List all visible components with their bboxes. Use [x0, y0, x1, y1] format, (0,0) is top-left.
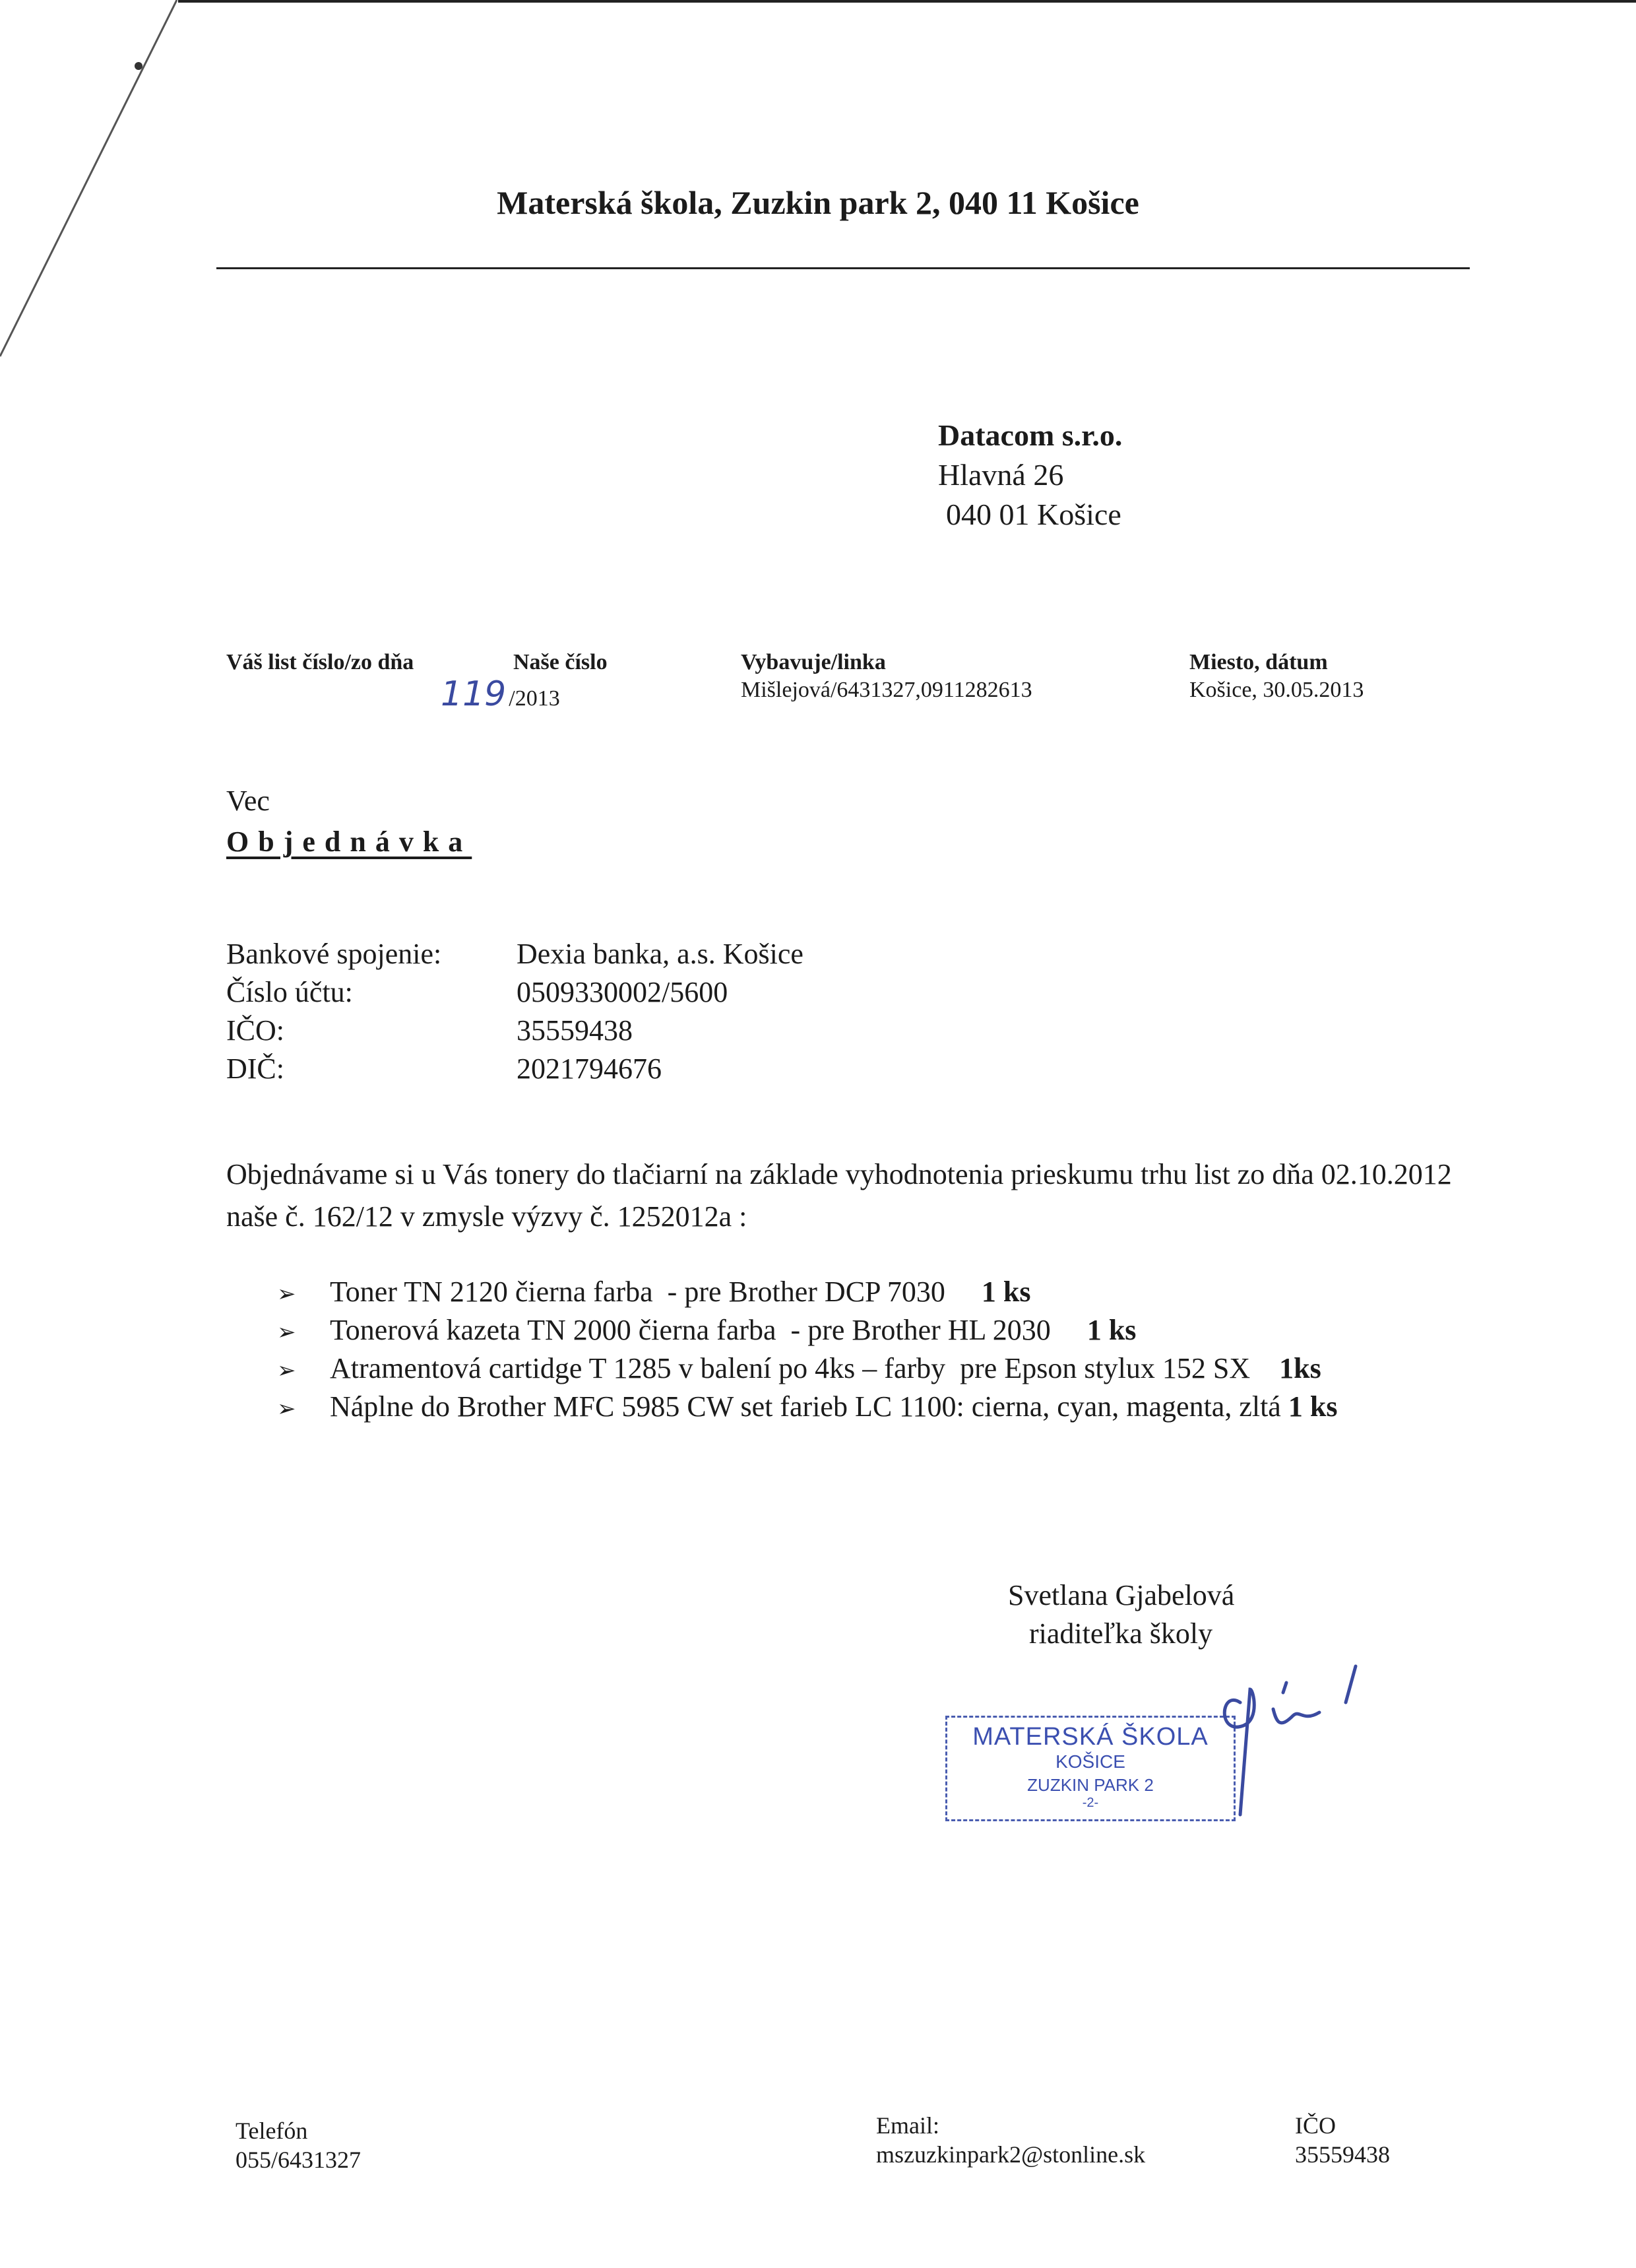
dic-label: DIČ: — [226, 1053, 284, 1085]
footer-phone-label: Telefón — [236, 2118, 308, 2144]
footer-ico-value: 35559438 — [1295, 2141, 1390, 2168]
footer-email-value: mszuzkinpark2@stonline.sk — [876, 2141, 1146, 2168]
recipient-city: 040 01 Košice — [946, 498, 1121, 531]
subject-value: Objednávka — [226, 826, 472, 858]
stamp-line3: ZUZKIN PARK 2 — [1027, 1775, 1154, 1795]
arrow-bullet-icon: ➢ — [277, 1319, 296, 1345]
item-quantity: 1 ks — [1288, 1390, 1338, 1423]
scan-top-edge — [178, 0, 1636, 3]
list-item — [277, 1351, 1321, 1385]
handled-by-label: Vybavuje/linka — [741, 650, 886, 674]
your-letter-label: Váš list číslo/zo dňa — [226, 650, 414, 674]
page-title: Materská škola, Zuzkin park 2, 040 11 Košice — [497, 184, 1139, 221]
account-number-value: 0509330002/5600 — [517, 976, 728, 1008]
list-item — [277, 1275, 1030, 1309]
item-text: Náplne do Brother MFC 5985 CW set farieb LC 1100: cierna, cyan, magenta, zltá — [330, 1390, 1288, 1423]
account-number-label: Číslo účtu: — [226, 976, 353, 1008]
item-quantity: 1 ks — [981, 1276, 1031, 1308]
subject-label: Vec — [226, 785, 270, 817]
arrow-bullet-icon: ➢ — [277, 1396, 296, 1422]
item-text: Tonerová kazeta TN 2000 čierna farba - pre Brother HL 2030 — [330, 1314, 1087, 1346]
stamp-line4: -2- — [1082, 1796, 1099, 1810]
school-stamp — [945, 1716, 1236, 1821]
bank-connection-value: Dexia banka, a.s. Košice — [517, 938, 803, 970]
arrow-bullet-icon: ➢ — [277, 1357, 296, 1384]
our-number-value — [441, 674, 560, 714]
list-item — [277, 1313, 1136, 1347]
handwritten-signature-icon — [1214, 1663, 1372, 1821]
handled-by-value: Mišlejová/6431327,0911282613 — [741, 678, 1032, 702]
list-item — [277, 1390, 1337, 1423]
dic-value: 2021794676 — [517, 1053, 662, 1085]
footer-ico-label: IČO — [1295, 2112, 1336, 2139]
arrow-bullet-icon: ➢ — [277, 1281, 296, 1307]
item-text: Atramentová cartidge T 1285 v balení po 4ks – farby pre Epson stylux 152 SX — [330, 1352, 1280, 1384]
recipient-company: Datacom s.r.o. — [938, 418, 1123, 452]
recipient-street: Hlavná 26 — [938, 458, 1064, 492]
recipient-address — [938, 416, 1122, 535]
ico-value: 35559438 — [517, 1014, 633, 1047]
our-number-label: Naše číslo — [513, 650, 608, 674]
place-date-label: Miesto, dátum — [1189, 650, 1328, 674]
order-paragraph: Objednávame si u Vás tonery do tlačiarní na základe vyhodnotenia prieskumu trhu list zo dňa 02.10.2012 naše č. 162/12 v zmysle výzvy č. 1252012a : — [226, 1158, 1452, 1233]
signatory-name: Svetlana Gjabelová — [1008, 1579, 1235, 1611]
signatory-role: riaditeľka školy — [1029, 1617, 1213, 1650]
item-quantity: 1 ks — [1086, 1314, 1137, 1346]
item-text: Toner TN 2120 čierna farba - pre Brother DCP 7030 — [330, 1276, 982, 1308]
place-date-value: Košice, 30.05.2013 — [1189, 678, 1364, 702]
footer-phone-value: 055/6431327 — [236, 2147, 362, 2173]
stamp-line2: KOŠICE — [1055, 1751, 1125, 1772]
header-divider — [216, 267, 1470, 269]
bank-connection-label: Bankové spojenie: — [226, 938, 442, 970]
ico-label: IČO: — [226, 1014, 284, 1047]
item-quantity: 1ks — [1279, 1352, 1321, 1384]
our-number-handwritten: 119 — [441, 674, 507, 714]
our-number-year: /2013 — [509, 686, 560, 711]
stamp-line1: MATERSKÁ ŠKOLA — [972, 1723, 1209, 1751]
footer-email-label: Email: — [876, 2112, 939, 2139]
